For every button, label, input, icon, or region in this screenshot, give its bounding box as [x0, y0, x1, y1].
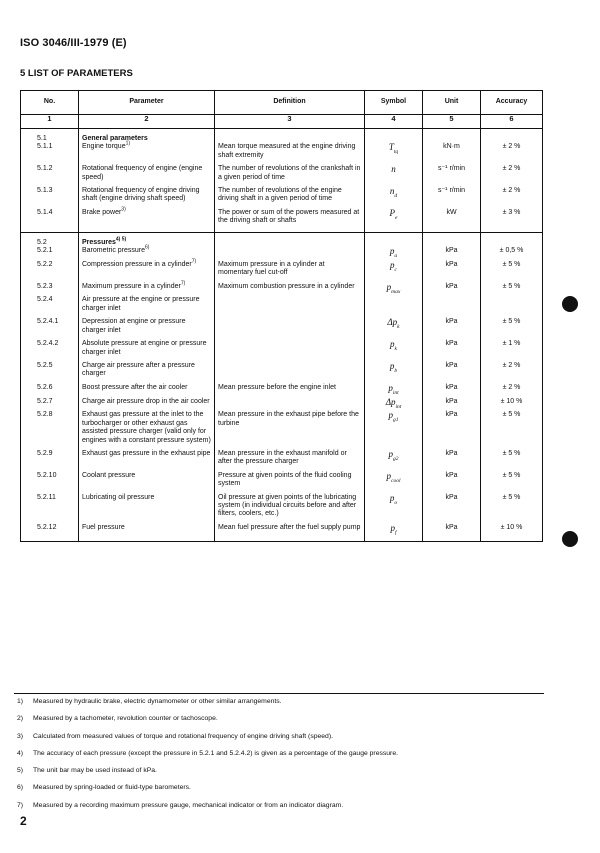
group-title: General parameters: [79, 129, 215, 144]
unit-cell: kN·m: [423, 143, 481, 165]
parameter-cell: Air pressure at the engine or pressure charger inlet: [79, 296, 215, 318]
parameter-cell: Charge air pressure drop in the air cooler: [79, 398, 215, 412]
definition-cell: The power or sum of the powers measured at the driving shaft or shafts: [215, 209, 365, 232]
definition-cell: Mean fuel pressure after the fuel supply pump: [215, 524, 365, 541]
unit-cell: kPa: [423, 384, 481, 398]
row-number: 5.2.3: [21, 283, 79, 297]
row-number: 5.2.6: [21, 384, 79, 398]
unit-cell: kPa: [423, 472, 481, 494]
section-title: 5 LIST OF PARAMETERS: [20, 68, 133, 79]
table-row: [21, 187, 543, 209]
row-number: 5.2.2: [21, 261, 79, 283]
definition-cell: [215, 318, 365, 340]
column-number-row: [21, 115, 543, 129]
accuracy-cell: ± 2 %: [481, 143, 543, 165]
parameter-cell: Rotational frequency of engine (engine speed): [79, 165, 215, 187]
footnote-marker: 7): [17, 801, 24, 809]
table-row: [21, 472, 543, 494]
row-number: 5.2.4.2: [21, 340, 79, 362]
accuracy-cell: ± 0,5 %: [481, 247, 543, 261]
accuracy-cell: ± 5 %: [481, 318, 543, 340]
table-row: [21, 143, 543, 165]
table-row: [21, 283, 543, 297]
footnote: [17, 783, 547, 800]
row-number: 5.2.7: [21, 398, 79, 412]
pressures-group: [21, 232, 543, 541]
parameter-cell: Compression pressure in a cylinder$^{7)}$: [79, 261, 215, 283]
table-row: [21, 296, 543, 318]
unit-cell: [423, 296, 481, 318]
table-header-row: [21, 91, 543, 115]
table-row: [21, 450, 543, 472]
unit-cell: kW: [423, 209, 481, 232]
definition-cell: Oil pressure at given points of the lubricating system (in individual circuits before and after filters, coolers, etc.): [215, 494, 365, 524]
row-number: 5.2.11: [21, 494, 79, 524]
group-number: 5.2: [21, 232, 79, 247]
col-number: 2: [79, 115, 215, 129]
symbol-cell: n: [365, 165, 423, 187]
accuracy-cell: ± 2 %: [481, 362, 543, 384]
symbol-cell: [365, 296, 423, 318]
table-row: [21, 261, 543, 283]
footnote-text: Measured by hydraulic brake, electric dynamometer or other similar arrangements.: [33, 698, 282, 705]
definition-cell: [215, 340, 365, 362]
row-number: 5.2.10: [21, 472, 79, 494]
footnote-divider: [14, 693, 544, 694]
row-number: 5.2.4: [21, 296, 79, 318]
definition-cell: Mean torque measured at the engine driving shaft extremity: [215, 143, 365, 165]
row-number: 5.2.12: [21, 524, 79, 541]
symbol-cell: $p_{cool}$: [365, 472, 423, 494]
definition-cell: [215, 247, 365, 261]
accuracy-cell: ± 5 %: [481, 494, 543, 524]
unit-cell: kPa: [423, 494, 481, 524]
unit-cell: kPa: [423, 524, 481, 541]
table-row: [21, 384, 543, 398]
group-title: Pressures$^{4) 5)}$: [79, 232, 215, 247]
footnote-text: The accuracy of each pressure (except the pressure in 5.2.1 and 5.2.4.2) is given as a percentage of the gauge pressure.: [33, 749, 398, 757]
definition-cell: The number of revolutions of the crankshaft in a given period of time: [215, 165, 365, 187]
parameter-cell: Exhaust gas pressure at the inlet to the turbocharger or other exhaust gas assisted pressure charger (valid only for engines with a constant pressure system): [79, 411, 215, 450]
symbol-cell: $p_b$: [365, 362, 423, 384]
col-header-no: No.: [21, 91, 79, 115]
footnote-marker: 4): [17, 749, 24, 757]
parameter-cell: Rotational frequency of engine driving shaft (engine driving shaft speed): [79, 187, 215, 209]
row-number: 5.2.4.1: [21, 318, 79, 340]
col-header-parameter: Parameter: [79, 91, 215, 115]
parameters-table: [20, 90, 543, 542]
col-number: 1: [21, 115, 79, 129]
footnote: [17, 766, 547, 783]
footnote-marker: 3): [17, 732, 24, 740]
footnote-marker: 2): [17, 715, 24, 723]
symbol-cell: $\Delta p_k$: [365, 318, 423, 340]
parameter-cell: Brake power$^{3)}$: [79, 209, 215, 232]
document-header: ISO 3046/III-1979 (E): [20, 37, 127, 49]
accuracy-cell: [481, 296, 543, 318]
definition-cell: [215, 296, 365, 318]
symbol-cell: $p_o$: [365, 494, 423, 524]
unit-cell: kPa: [423, 340, 481, 362]
parameter-cell: Absolute pressure at engine or pressure charger inlet: [79, 340, 215, 362]
symbol-cell: $p_c$: [365, 261, 423, 283]
col-header-symbol: Symbol: [365, 91, 423, 115]
parameter-cell: Maximum pressure in a cylinder$^{7)}$: [79, 283, 215, 297]
footnote-text: Calculated from measured values of torque and rotational frequency of engine driving shaft (speed).: [33, 732, 333, 740]
definition-cell: [215, 398, 365, 412]
definition-cell: [215, 362, 365, 384]
accuracy-cell: ± 5 %: [481, 283, 543, 297]
definition-cell: Pressure at given points of the fluid cooling system: [215, 472, 365, 494]
footnote-marker: 1): [17, 698, 24, 705]
accuracy-cell: ± 5 %: [481, 472, 543, 494]
general-parameters-group: [21, 129, 543, 233]
definition-cell: Mean pressure in the exhaust manifold or after the pressure charger: [215, 450, 365, 472]
page-number: 2: [20, 814, 27, 828]
symbol-cell: $p_{g1}$: [365, 411, 423, 450]
symbol-cell: $p_{max}$: [365, 283, 423, 297]
accuracy-cell: ± 10 %: [481, 398, 543, 412]
parameter-cell: Lubricating oil pressure: [79, 494, 215, 524]
footnote-marker: 6): [17, 784, 24, 792]
definition-cell: Mean pressure before the engine inlet: [215, 384, 365, 398]
table-row: [21, 494, 543, 524]
accuracy-cell: ± 2 %: [481, 187, 543, 209]
definition-cell: Mean pressure in the exhaust pipe before the turbine: [215, 411, 365, 450]
parameter-cell: Boost pressure after the air cooler: [79, 384, 215, 398]
row-number: 5.2.9: [21, 450, 79, 472]
col-number: 4: [365, 115, 423, 129]
footnotes: [17, 697, 547, 818]
unit-cell: s⁻¹ r/min: [423, 187, 481, 209]
accuracy-cell: ± 5 %: [481, 411, 543, 450]
row-number: 5.1.3: [21, 187, 79, 209]
footnote-text: Measured by spring-loaded or fluid-type barometers.: [33, 784, 191, 792]
footnote: [17, 801, 547, 818]
symbol-cell: $p_f$: [365, 524, 423, 541]
row-number: 5.2.1: [21, 247, 79, 261]
symbol-cell: $\Delta p_{int}$: [365, 398, 423, 412]
table-row: [21, 362, 543, 384]
col-number: 6: [481, 115, 543, 129]
symbol-cell: $p_{int}$: [365, 384, 423, 398]
group-number: 5.1: [21, 129, 79, 144]
group-heading-row: [21, 232, 543, 247]
table-row: [21, 318, 543, 340]
row-number: 5.2.8: [21, 411, 79, 450]
accuracy-cell: ± 1 %: [481, 340, 543, 362]
accuracy-cell: ± 10 %: [481, 524, 543, 541]
unit-cell: kPa: [423, 450, 481, 472]
footnote-text: Measured by a tachometer, revolution counter or tachoscope.: [33, 715, 218, 723]
parameter-cell: Fuel pressure: [79, 524, 215, 541]
col-number: 5: [423, 115, 481, 129]
footnote: [17, 749, 547, 766]
definition-cell: Maximum combustion pressure in a cylinder: [215, 283, 365, 297]
parameter-cell: Barometric pressure$^{6)}$: [79, 247, 215, 261]
unit-cell: kPa: [423, 247, 481, 261]
symbol-cell: $p_{g2}$: [365, 450, 423, 472]
row-number: 5.1.4: [21, 209, 79, 232]
punch-hole-mark: [562, 531, 578, 547]
accuracy-cell: ± 5 %: [481, 450, 543, 472]
group-heading-row: [21, 129, 543, 144]
row-number: 5.1.2: [21, 165, 79, 187]
unit-cell: s⁻¹ r/min: [423, 165, 481, 187]
footnote: [17, 697, 547, 714]
symbol-cell: $T_{tq}$: [365, 143, 423, 165]
col-header-unit: Unit: [423, 91, 481, 115]
table-row: [21, 340, 543, 362]
parameter-cell: Depression at engine or pressure charger inlet: [79, 318, 215, 340]
table-row: [21, 209, 543, 232]
definition-cell: The number of revolutions of the engine driving shaft in a given period of time: [215, 187, 365, 209]
unit-cell: kPa: [423, 398, 481, 412]
unit-cell: kPa: [423, 261, 481, 283]
parameter-cell: Coolant pressure: [79, 472, 215, 494]
footnote-text: The unit bar may be used instead of kPa.: [33, 767, 157, 775]
col-number: 3: [215, 115, 365, 129]
symbol-cell: $p_a$: [365, 247, 423, 261]
col-header-accuracy: Accuracy: [481, 91, 543, 115]
table-row: [21, 247, 543, 261]
unit-cell: kPa: [423, 411, 481, 450]
accuracy-cell: ± 5 %: [481, 261, 543, 283]
row-number: 5.2.5: [21, 362, 79, 384]
parameter-cell: Charge air pressure after a pressure charger: [79, 362, 215, 384]
col-header-definition: Definition: [215, 91, 365, 115]
footnote-marker: 5): [17, 767, 24, 775]
parameter-cell: Engine torque$^{1)}$: [79, 143, 215, 165]
row-number: 5.1.1: [21, 143, 79, 165]
table-row: [21, 411, 543, 450]
table-row: [21, 398, 543, 412]
punch-hole-mark: [562, 296, 578, 312]
symbol-cell: $P_e$: [365, 209, 423, 232]
footnote-text: Measured by a recording maximum pressure gauge, mechanical indicator or from an indicator diagram.: [33, 801, 344, 809]
symbol-cell: $n_d$: [365, 187, 423, 209]
footnote: [17, 732, 547, 749]
symbol-cell: $p_k$: [365, 340, 423, 362]
parameter-cell: Exhaust gas pressure in the exhaust pipe: [79, 450, 215, 472]
unit-cell: kPa: [423, 362, 481, 384]
table-row: [21, 524, 543, 541]
accuracy-cell: ± 3 %: [481, 209, 543, 232]
accuracy-cell: ± 2 %: [481, 165, 543, 187]
definition-cell: Maximum pressure in a cylinder at momentary fuel cut-off: [215, 261, 365, 283]
unit-cell: kPa: [423, 318, 481, 340]
footnote: [17, 714, 547, 731]
unit-cell: kPa: [423, 283, 481, 297]
table-row: [21, 165, 543, 187]
accuracy-cell: ± 2 %: [481, 384, 543, 398]
